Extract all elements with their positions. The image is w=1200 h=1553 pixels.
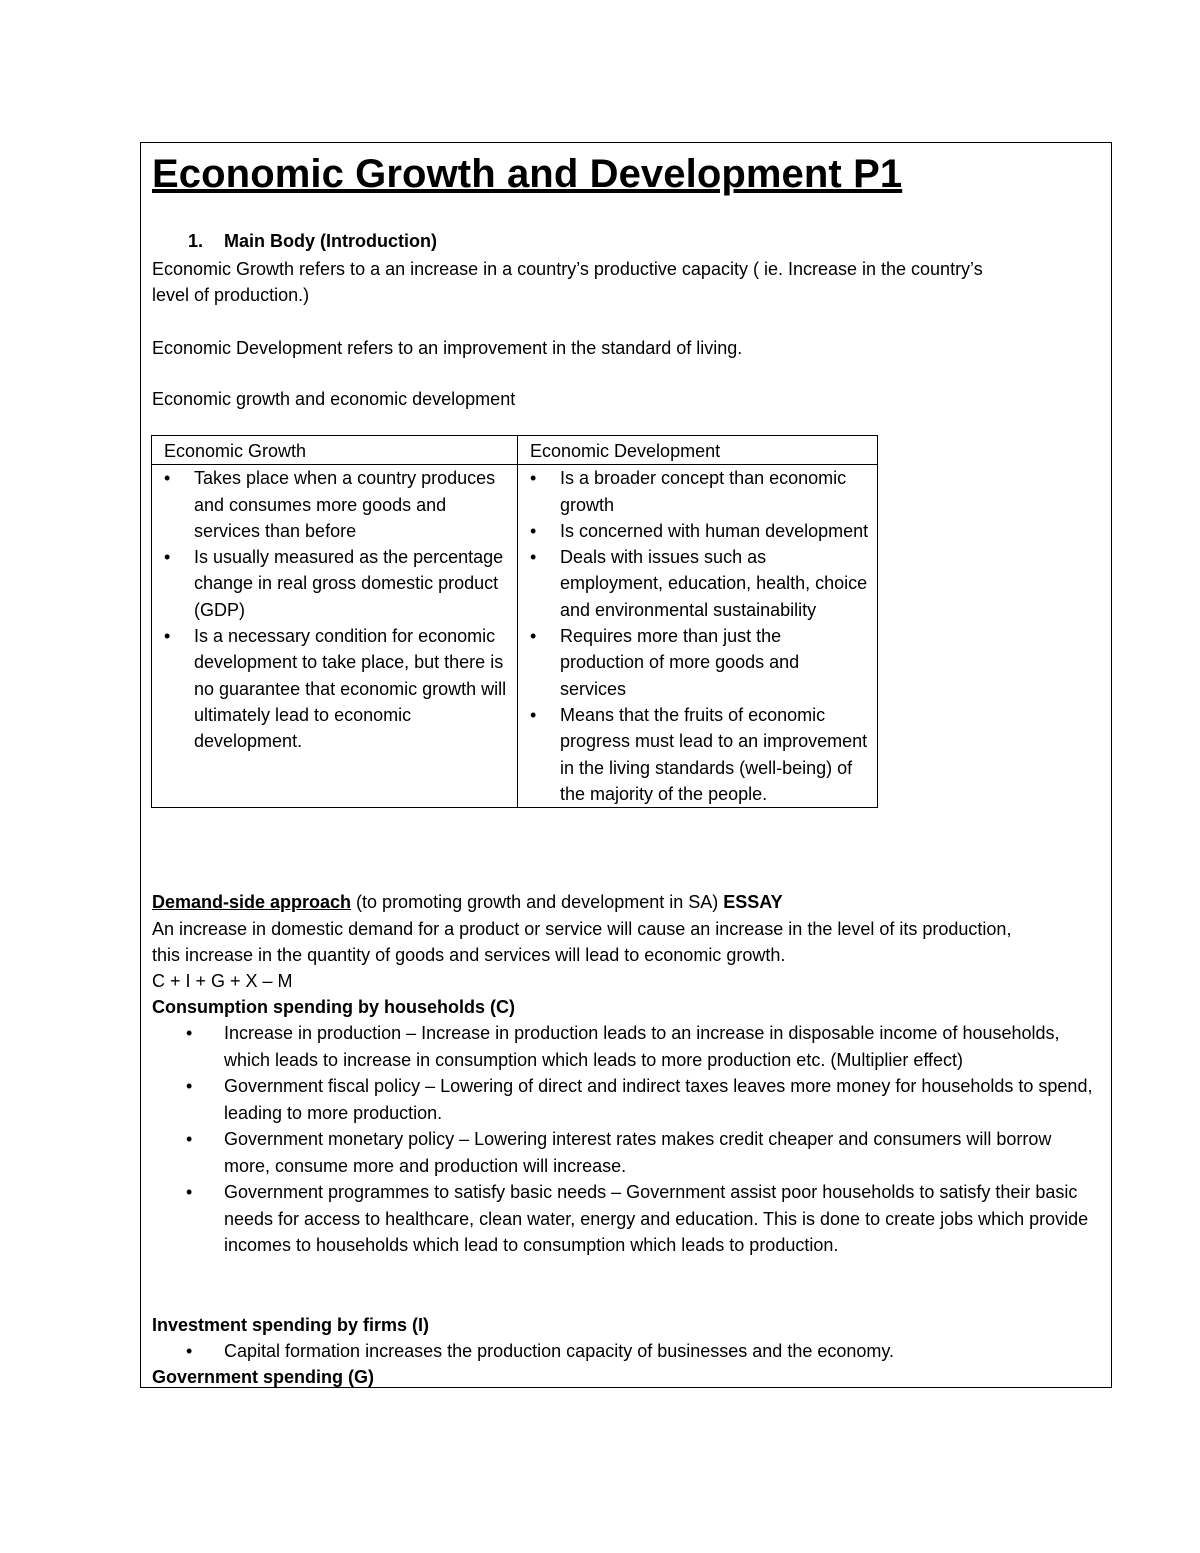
list-item: • Deals with issues such as employment, education, health, choice and environmental sustainability — [526, 544, 869, 623]
investment-heading: Investment spending by firms (I) — [152, 1315, 430, 1335]
section-heading — [188, 228, 437, 254]
table-header-development: Economic Development — [518, 436, 878, 465]
table-header-row — [152, 436, 878, 465]
government-heading: Government spending (G) — [152, 1367, 375, 1387]
list-item: • Means that the fruits of economic progress must lead to an improvement in the living standards (well-being) of the majority of the people. — [526, 702, 869, 807]
list-item: • Requires more than just the production of more goods and services — [526, 623, 869, 702]
list-item: • Is usually measured as the percentage change in real gross domestic product (GDP) — [160, 544, 509, 623]
list-item: • Increase in production – Increase in production leads to an increase in disposable income of households, which leads to increase in consumption which leads to more production etc. (Multiplier effect) — [152, 1020, 1102, 1073]
list-item: • Is concerned with human development — [526, 518, 869, 544]
consumption-list — [152, 1020, 1102, 1259]
demand-intro-line2: this increase in the quantity of goods and services will lead to economic growth. — [152, 945, 786, 965]
table-header-growth: Economic Growth — [152, 436, 518, 465]
growth-definition-line2: level of production.) — [152, 285, 310, 305]
growth-list — [160, 465, 509, 754]
growth-definition-line1: Economic Growth refers to a an increase in a country’s productive capacity ( ie. Increase in the country’s — [152, 259, 983, 279]
investment-list — [152, 1338, 1102, 1365]
list-item: • Government monetary policy – Lowering interest rates makes credit cheaper and consumers will borrow more, consume more and production will increase. — [152, 1126, 1102, 1179]
table-row — [152, 465, 878, 808]
list-item: • Capital formation increases the production capacity of businesses and the economy. — [152, 1338, 1102, 1365]
list-item: • Is a necessary condition for economic development to take place, but there is no guarantee that economic growth will ultimately lead to economic development. — [160, 623, 509, 754]
list-item: • Takes place when a country produces and consumes more goods and services than before — [160, 465, 509, 544]
demand-intro-line1: An increase in domestic demand for a product or service will cause an increase in the level of its production, — [152, 919, 1012, 939]
section-number: 1. — [188, 231, 204, 251]
demand-side-note: (to promoting growth and development in SA) — [351, 892, 724, 912]
section-heading-text: Main Body (Introduction) — [224, 231, 437, 251]
development-definition: Economic Development refers to an improvement in the standard of living. — [152, 338, 743, 358]
demand-side-heading-line — [152, 889, 783, 915]
document-title: Economic Growth and Development P1 — [152, 152, 903, 196]
list-item: • Government programmes to satisfy basic needs – Government assist poor households to satisfy their basic needs for access to healthcare, clean water, energy and education. This is done to create jobs which provide incomes to households which lead to consumption which leads to production. — [152, 1179, 1102, 1259]
essay-tag: ESSAY — [723, 892, 783, 912]
demand-side-heading: Demand-side approach — [152, 892, 352, 912]
list-item: • Government fiscal policy – Lowering of direct and indirect taxes leaves more money for households to spend, leading to more production. — [152, 1073, 1102, 1126]
consumption-heading: Consumption spending by households (C) — [152, 997, 515, 1017]
development-list — [526, 465, 869, 807]
list-item: • Is a broader concept than economic growth — [526, 465, 869, 518]
aggregate-demand-formula: C + I + G + X – M — [152, 971, 293, 991]
growth-cell — [152, 465, 518, 808]
development-cell — [518, 465, 878, 808]
comparison-intro: Economic growth and economic development — [152, 389, 516, 409]
comparison-table — [151, 435, 878, 808]
